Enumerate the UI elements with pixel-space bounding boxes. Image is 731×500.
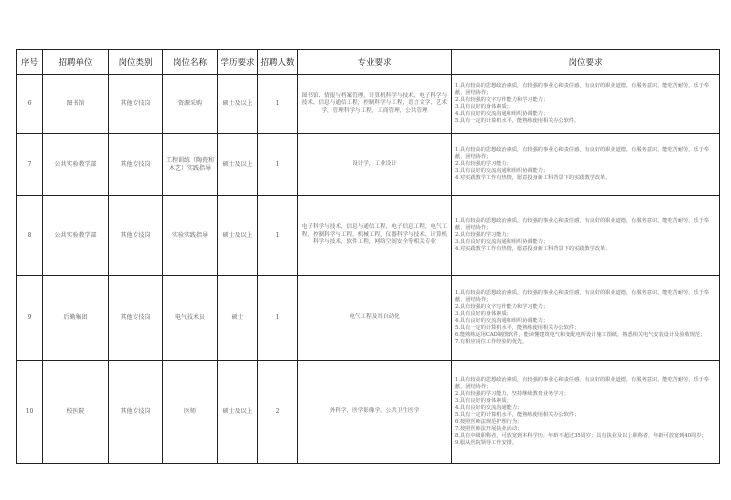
requirement-line: 1.具有较高的思想政治素质，有较强的事业心和责任感，有良好的职业道德，有服务意识，能吃苦耐劳，乐于奉献，团结协作； [455,83,709,97]
requirement-line: 1.具有较高的思想政治素质，有较强的事业心和责任感，有良好的职业道德，有服务意识，能吃苦耐劳，乐于奉献，团结协作； [455,147,709,161]
requirement-line: 2.具有较强的学习能力； [455,161,512,168]
cell-category: 其他专技岗 [109,75,163,134]
header-requirements: 岗位要求 [452,50,720,75]
cell-major: 外科学，医学影像学，公共卫生医学 [298,361,452,464]
cell-no: 9 [17,276,43,361]
header-no: 序号 [17,50,43,75]
requirement-line: 2.具有较强的文字写作能力和学习能力； [455,97,549,104]
table-row [17,134,720,196]
cell-unit: 图书馆 [43,75,109,134]
requirement-line: 4.对实践教学工作有热情，愿意投身新工科背景下的实践教学改革。 [455,245,611,252]
cell-unit: 校医院 [43,361,109,464]
cell-education: 硕士及以上 [218,196,258,276]
cell-category: 其他专技岗 [109,196,163,276]
cell-no: 6 [17,75,43,134]
table-row [17,361,720,464]
cell-position: 实验实践指导 [163,196,218,276]
requirement-line: 3.具有良好的身体素质； [455,398,512,405]
header-category: 岗位类别 [109,50,163,75]
requirement-line: 3.具有良好的身体素质； [455,311,512,318]
header-unit: 招聘单位 [43,50,109,75]
requirement-line: 5.具有一定的计算机水平，能熟练使用相关办公软件； [455,412,580,418]
requirement-line: 7.按照医师法开展执业活动； [455,425,523,432]
cell-count: 1 [258,276,298,361]
requirement-line: 4.具有良好的交流沟通能力； [455,405,523,412]
table-row [17,196,720,276]
cell-position: 医师 [163,361,218,464]
requirement-line: 6.按照医师法规范护理行为； [455,418,523,425]
cell-position: 电气技术员 [163,276,218,361]
cell-unit: 公共实验教学部 [43,196,109,276]
header-major: 专业要求 [298,50,452,75]
cell-requirements [452,134,720,196]
requirement-line: 7.有相应岗位工作经验的优先。 [455,338,528,345]
requirement-line: 3.具有良好的身体素质； [455,104,512,110]
header-education: 学历要求 [218,50,258,75]
cell-requirements [452,361,720,464]
requirement-line: 1.具有较高的思想政治素质，有较强的事业心和责任感，有良好的职业道德，有服务意识，能吃苦耐劳，乐于奉献，团结协作； [455,290,709,304]
table-row [17,276,720,361]
cell-no: 7 [17,134,43,196]
requirement-line: 4.具有良好的交流沟通和组织协调能力； [455,318,549,324]
requirement-line: 4.具有良好的交流沟通和组织协调能力； [455,110,549,117]
requirement-line: 1.具有较高的思想政治素质，有较强的事业心和责任感，有良好的职业道德，有服务意识，能吃苦耐劳，乐于奉献，团结协作； [455,218,709,232]
cell-education: 硕士及以上 [218,134,258,196]
cell-education: 硕士及以上 [218,75,258,134]
requirement-line: 4.对实践教学工作有热情，愿意投身新工科背景下的实践教学改革。 [455,174,611,181]
header-row [17,50,720,75]
requirement-line: 9.服从医院领导工作安排。 [455,439,518,446]
header-position: 岗位名称 [163,50,218,75]
cell-category: 其他专技岗 [109,361,163,464]
cell-major: 设计学，工业设计 [298,134,452,196]
requirement-line: 5.具有一定的计算机水平，能熟练使用相关办公软件。 [455,117,580,124]
cell-education: 硕士及以上 [218,361,258,464]
requirement-line: 5.具有一定的计算机水平，能熟练使用相关办公软件； [455,324,580,331]
cell-unit: 后勤集团 [43,276,109,361]
requirement-line: 6.能熟练运用CAD制图软件，能读懂建筑电气和变配电所设计施工图纸，熟悉相关电气安装设计及验收规范； [455,331,706,338]
cell-count: 2 [258,361,298,464]
cell-category: 其他专技岗 [109,276,163,361]
requirement-line: 2.具有较强的学习能力，坚持继续教育业务学习； [455,391,569,398]
header-count: 招聘人数 [258,50,298,75]
cell-requirements [452,75,720,134]
cell-position: 资源采购 [163,75,218,134]
cell-no: 8 [17,196,43,276]
requirement-line: 1.具有较高的思想政治素质，有较强的事业心和责任感，有良好的职业道德，有服务意识，能吃苦耐劳，乐于奉献，团结协作； [455,377,709,391]
cell-major: 电气工程及其自动化 [298,276,452,361]
table-row [17,75,720,134]
cell-count: 1 [258,75,298,134]
requirement-line: 3.具有良好的交流沟通和组织协调能力； [455,167,549,174]
cell-unit: 公共实验教学部 [43,134,109,196]
requirement-line: 2.具有较强的学习能力； [455,232,512,239]
requirement-line: 2.具有较强的文字写作能力和学习能力； [455,304,549,311]
cell-no: 10 [17,361,43,464]
cell-education: 硕士 [218,276,258,361]
cell-count: 1 [258,134,298,196]
requirement-line: 8.具有中级职称者，可放宽到本科学历，年龄不超过35周岁；具有执业及以上职称者，年龄可放宽到40周岁； [455,432,707,439]
cell-requirements [452,276,720,361]
cell-requirements [452,196,720,276]
recruitment-sheet [16,49,719,467]
cell-count: 1 [258,196,298,276]
recruitment-table [16,49,720,464]
cell-major: 电子科学与技术，信息与通信工程，电子信息工程，电气工程，控制科学与工程，机械工程，仪器科学与技术，计算机科学与技术，软件工程，网络空间安全等相关专业 [298,196,452,276]
cell-category: 其他专技岗 [109,134,163,196]
requirement-line: 3.具有良好的交流沟通和组织协调能力； [455,238,549,245]
cell-position: 工程训练（陶瓷和木艺）实践指导 [163,134,218,196]
cell-major: 图书馆、情报与档案管理，计算机科学与技术，电子科学与技术，信息与通信工程，控制科学与工程，语言文学，艺术学，管理科学与工程，工商管理，公共管理 [298,75,452,134]
